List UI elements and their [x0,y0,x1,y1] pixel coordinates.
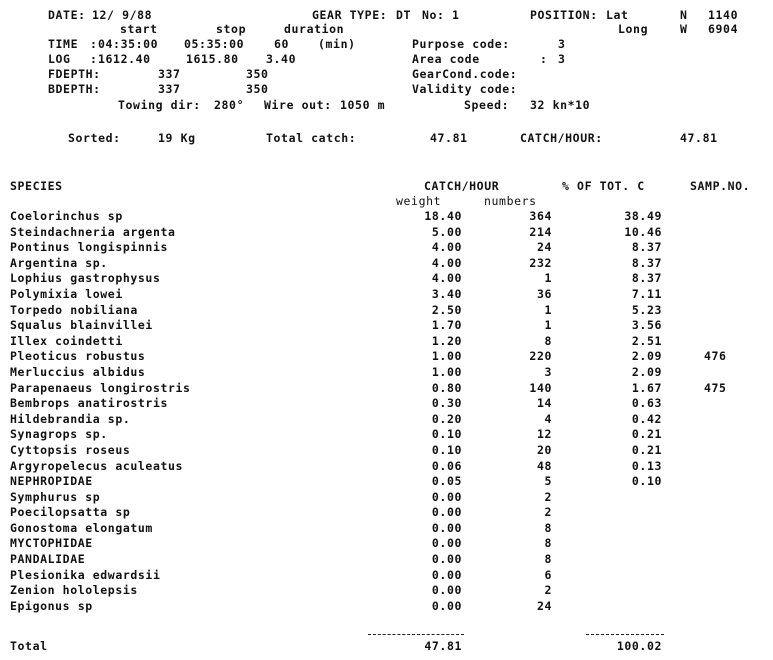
pct-value: 0.10 [631,474,662,489]
fdepth-stop: 350 [246,67,269,81]
species-name: Steindachneria argenta [10,224,176,239]
weight-value: 0.06 [431,458,462,473]
species-name: Zenion hololepsis [10,583,138,598]
long-value: 6904 [708,22,739,36]
catch-per-hour-value: 47.81 [680,131,718,145]
area-code-label: Area code [412,52,480,66]
col-weight-header: weight [396,194,442,208]
species-name: Poecilopsatta sp [10,505,131,520]
species-name: Argyropelecus aculeatus [10,458,184,473]
table-row [0,474,773,490]
pct-value: 8.37 [631,255,662,270]
gear-no-label: No: [422,8,445,22]
towing-dir-value: 280° [214,98,245,112]
species-name: Pleoticus robustus [10,349,146,364]
weight-value: 0.00 [431,583,462,598]
gear-type-value: DT [396,8,412,22]
time-start: 04:35:00 [98,37,159,51]
table-row [0,536,773,552]
species-name: Symphurus sp [10,489,101,504]
species-name: Lophius gastrophysus [10,271,161,286]
pct-value: 1.67 [631,380,662,395]
species-name: Pontinus longispinnis [10,240,168,255]
pct-value: 0.21 [631,427,662,442]
table-row [0,412,773,428]
table-row [0,349,773,365]
numbers-value: 2 [544,505,552,520]
numbers-value: 4 [544,411,552,426]
total-catch-value: 47.81 [430,131,468,145]
table-row [0,490,773,506]
bdepth-stop: 350 [246,82,269,96]
gear-type-label: GEAR TYPE: [312,8,388,22]
pct-value: 2.09 [631,349,662,364]
numbers-value: 8 [544,520,552,535]
table-row [0,287,773,303]
table-row [0,521,773,537]
numbers-value: 214 [529,224,552,239]
table-row [0,225,773,241]
weight-value: 4.00 [431,240,462,255]
species-name: MYCTOPHIDAE [10,536,93,551]
catch-report-page: DATE: 12/ 9/88 GEAR TYPE: DT No: 1 POSITION: Lat N 1140 start stop duration Long W 6904 TIME : 04:35:00 05:35:00 60 (min) Purpose code: 3 LOG : 1612.40 1615.80 3.40 Area code : 3 FDEPTH: 337 350 GearCond.code: BDEPTH: 337 350 Validity code: Towing dir: 280° Wire out: 1050 m Speed: 32 kn*10 Sorted: 19 Kg Total catch: 47.81 CATCH/HOUR: 47.81 SPECIES CATCH/HOUR % OF TOT. C SAMP.NO. weight numbers Coelorinchus sp 18.40 364 38.49 Steindachneria argenta 5.00 214 10.46 Pontinus longispinnis 4.00 24 8.37 Argentina sp. 4.00 232 8.37 Lophius gastrophysus 4.00 1 8.37 Polymixia lowei 3.40 36 7.11 Torpedo nobiliana 2.50 1 5.23 Squalus blainvillei 1.70 1 3.56 Illex coindetti 1.20 8 2.51 Pleoticus robustus 1.00 220 2.09 476 Merluccius albidus 1.00 3 2.09 Parapenaeus longirostris 0.80 140 1.67 475 Bembrops anatirostris 0.30 14 0.63 Hildebrandia sp. 0.20 4 0.42 Synagrops sp. 0.10 12 0.21 Cyttopsis roseus 0.10 20 0.21 Argyropelecus aculeatus 0.06 48 0.13 NEPHROPIDAE 0.05 5 0.10 Symphurus sp 0.00 2 Poecilopsatta sp 0.00 2 Gonostoma elongatum 0.00 8 MYCTOPHIDAE 0.00 8 PANDALIDAE 0.00 8 Plesionika edwardsii 0.00 6 Zenion hololepsis 0.00 2 Epigonus sp 0.00 24 Total 47.81 100.02 [0,0,773,660]
numbers-value: 8 [544,536,552,551]
gear-no-value: 1 [452,8,460,22]
table-row [0,240,773,256]
speed-label: Speed: [464,98,510,112]
numbers-value: 6 [544,567,552,582]
col-species-header: SPECIES [10,179,63,193]
numbers-value: 2 [544,489,552,504]
numbers-value: 20 [536,442,552,457]
towing-dir-label: Towing dir: [118,98,201,112]
table-row [0,583,773,599]
species-table-body [0,209,773,614]
numbers-value: 2 [544,583,552,598]
col-samp-header: SAMP.NO. [690,179,751,193]
weight-value: 0.00 [431,489,462,504]
date-label: DATE: [48,8,86,22]
position-label: POSITION: [530,8,598,22]
log-start: 1612.40 [98,52,151,66]
sorted-label: Sorted: [68,131,121,145]
species-name: Squalus blainvillei [10,318,153,333]
table-row [0,381,773,397]
table-row [0,271,773,287]
numbers-value: 220 [529,349,552,364]
species-name: Illex coindetti [10,333,123,348]
numbers-value: 1 [544,318,552,333]
species-name: Cyttopsis roseus [10,442,131,457]
species-name: Merluccius albidus [10,364,146,379]
weight-value: 2.50 [431,302,462,317]
total-label: Total [10,639,48,653]
weight-value: 0.00 [431,567,462,582]
time-label: TIME [48,37,79,51]
purpose-code-value: 3 [558,37,566,51]
pct-value: 2.51 [631,333,662,348]
pct-value: 0.63 [631,396,662,411]
pct-value: 0.21 [631,442,662,457]
pct-value: 38.49 [624,209,662,223]
pct-value: 0.13 [631,458,662,473]
long-hemisphere: W [680,22,688,36]
fdepth-label: FDEPTH: [48,67,101,81]
speed-value: 32 kn*10 [530,98,591,112]
col-catch-hour-header: CATCH/HOUR [424,179,500,193]
pct-value: 7.11 [631,286,662,301]
weight-total-rule [368,634,464,635]
purpose-code-label: Purpose code: [412,37,510,51]
weight-value: 5.00 [431,224,462,239]
numbers-value: 24 [536,598,552,613]
weight-value: 3.40 [431,286,462,301]
species-name: Bembrops anatirostris [10,396,168,411]
weight-value: 0.00 [431,505,462,520]
weight-value: 0.00 [431,598,462,613]
weight-value: 1.00 [431,349,462,364]
weight-value: 4.00 [431,255,462,270]
table-row [0,396,773,412]
col-start-label: start [120,22,158,36]
log-label: LOG [48,52,71,66]
table-row [0,209,773,225]
numbers-value: 140 [529,380,552,395]
species-name: Coelorinchus sp [10,209,123,223]
table-row [0,303,773,319]
species-name: Torpedo nobiliana [10,302,138,317]
species-name: Plesionika edwardsii [10,567,161,582]
sorted-value: 19 Kg [158,131,196,145]
wire-out-label: Wire out: [264,98,332,112]
table-row [0,427,773,443]
weight-value: 0.30 [431,396,462,411]
weight-value: 1.20 [431,333,462,348]
lat-value: 1140 [708,8,739,22]
wire-out-value: 1050 m [340,98,386,112]
weight-value: 0.00 [431,536,462,551]
numbers-value: 3 [544,364,552,379]
numbers-value: 232 [529,255,552,270]
weight-value: 0.10 [431,442,462,457]
species-name: Synagrops sp. [10,427,108,442]
pct-value: 3.56 [631,318,662,333]
table-row [0,568,773,584]
table-row [0,256,773,272]
species-name: Parapenaeus longirostris [10,380,191,395]
species-name: Argentina sp. [10,255,108,270]
col-numbers-header: numbers [484,194,537,208]
samp-no-value: 476 [704,349,727,364]
total-pct: 100.02 [616,639,662,653]
numbers-value: 14 [536,396,552,411]
table-row [0,318,773,334]
pct-total-rule [586,634,664,635]
weight-value: 0.05 [431,474,462,489]
weight-value: 0.80 [431,380,462,395]
numbers-value: 8 [544,552,552,567]
samp-no-value: 475 [704,380,727,395]
gear-cond-label: GearCond.code: [412,67,518,81]
table-row [0,599,773,615]
pct-value: 5.23 [631,302,662,317]
table-row [0,505,773,521]
table-row [0,443,773,459]
date-value: 12/ 9/88 [92,8,153,22]
species-name: Hildebrandia sp. [10,411,131,426]
total-catch-label: Total catch: [266,131,357,145]
pct-value: 2.09 [631,364,662,379]
table-row [0,334,773,350]
species-name: PANDALIDAE [10,552,86,567]
table-row [0,365,773,381]
catch-per-hour-label: CATCH/HOUR: [520,131,603,145]
log-stop: 1615.80 [186,52,239,66]
pct-value: 10.46 [624,224,662,239]
time-stop: 05:35:00 [184,37,245,51]
weight-value: 4.00 [431,271,462,286]
numbers-value: 1 [544,271,552,286]
species-name: Gonostoma elongatum [10,520,153,535]
weight-value: 0.00 [431,520,462,535]
pct-value: 8.37 [631,240,662,255]
col-stop-label: stop [216,22,247,36]
log-duration: 3.40 [266,52,297,66]
col-pct-header: % OF TOT. C [562,179,645,193]
species-name: NEPHROPIDAE [10,474,93,489]
long-label: Long [618,22,649,36]
species-name: Polymixia lowei [10,286,123,301]
weight-value: 0.20 [431,411,462,426]
weight-value: 18.40 [424,209,462,223]
time-duration: 60 [274,37,290,51]
total-weight: 47.81 [424,639,462,653]
weight-value: 1.00 [431,364,462,379]
validity-label: Validity code: [412,82,518,96]
bdepth-start: 337 [158,82,181,96]
time-unit: (min) [318,37,356,51]
table-row [0,459,773,475]
numbers-value: 8 [544,333,552,348]
fdepth-start: 337 [158,67,181,81]
numbers-value: 24 [536,240,552,255]
weight-value: 1.70 [431,318,462,333]
numbers-value: 5 [544,474,552,489]
area-code-value: 3 [558,52,566,66]
species-name: Epigonus sp [10,598,93,613]
table-row [0,552,773,568]
numbers-value: 12 [536,427,552,442]
numbers-value: 36 [536,286,552,301]
col-duration-label: duration [284,22,345,36]
pct-value: 0.42 [631,411,662,426]
lat-label: Lat [606,8,629,22]
weight-value: 0.00 [431,552,462,567]
pct-value: 8.37 [631,271,662,286]
lat-hemisphere: N [680,8,688,22]
numbers-value: 48 [536,458,552,473]
bdepth-label: BDEPTH: [48,82,101,96]
numbers-value: 1 [544,302,552,317]
weight-value: 0.10 [431,427,462,442]
numbers-value: 364 [529,209,552,223]
